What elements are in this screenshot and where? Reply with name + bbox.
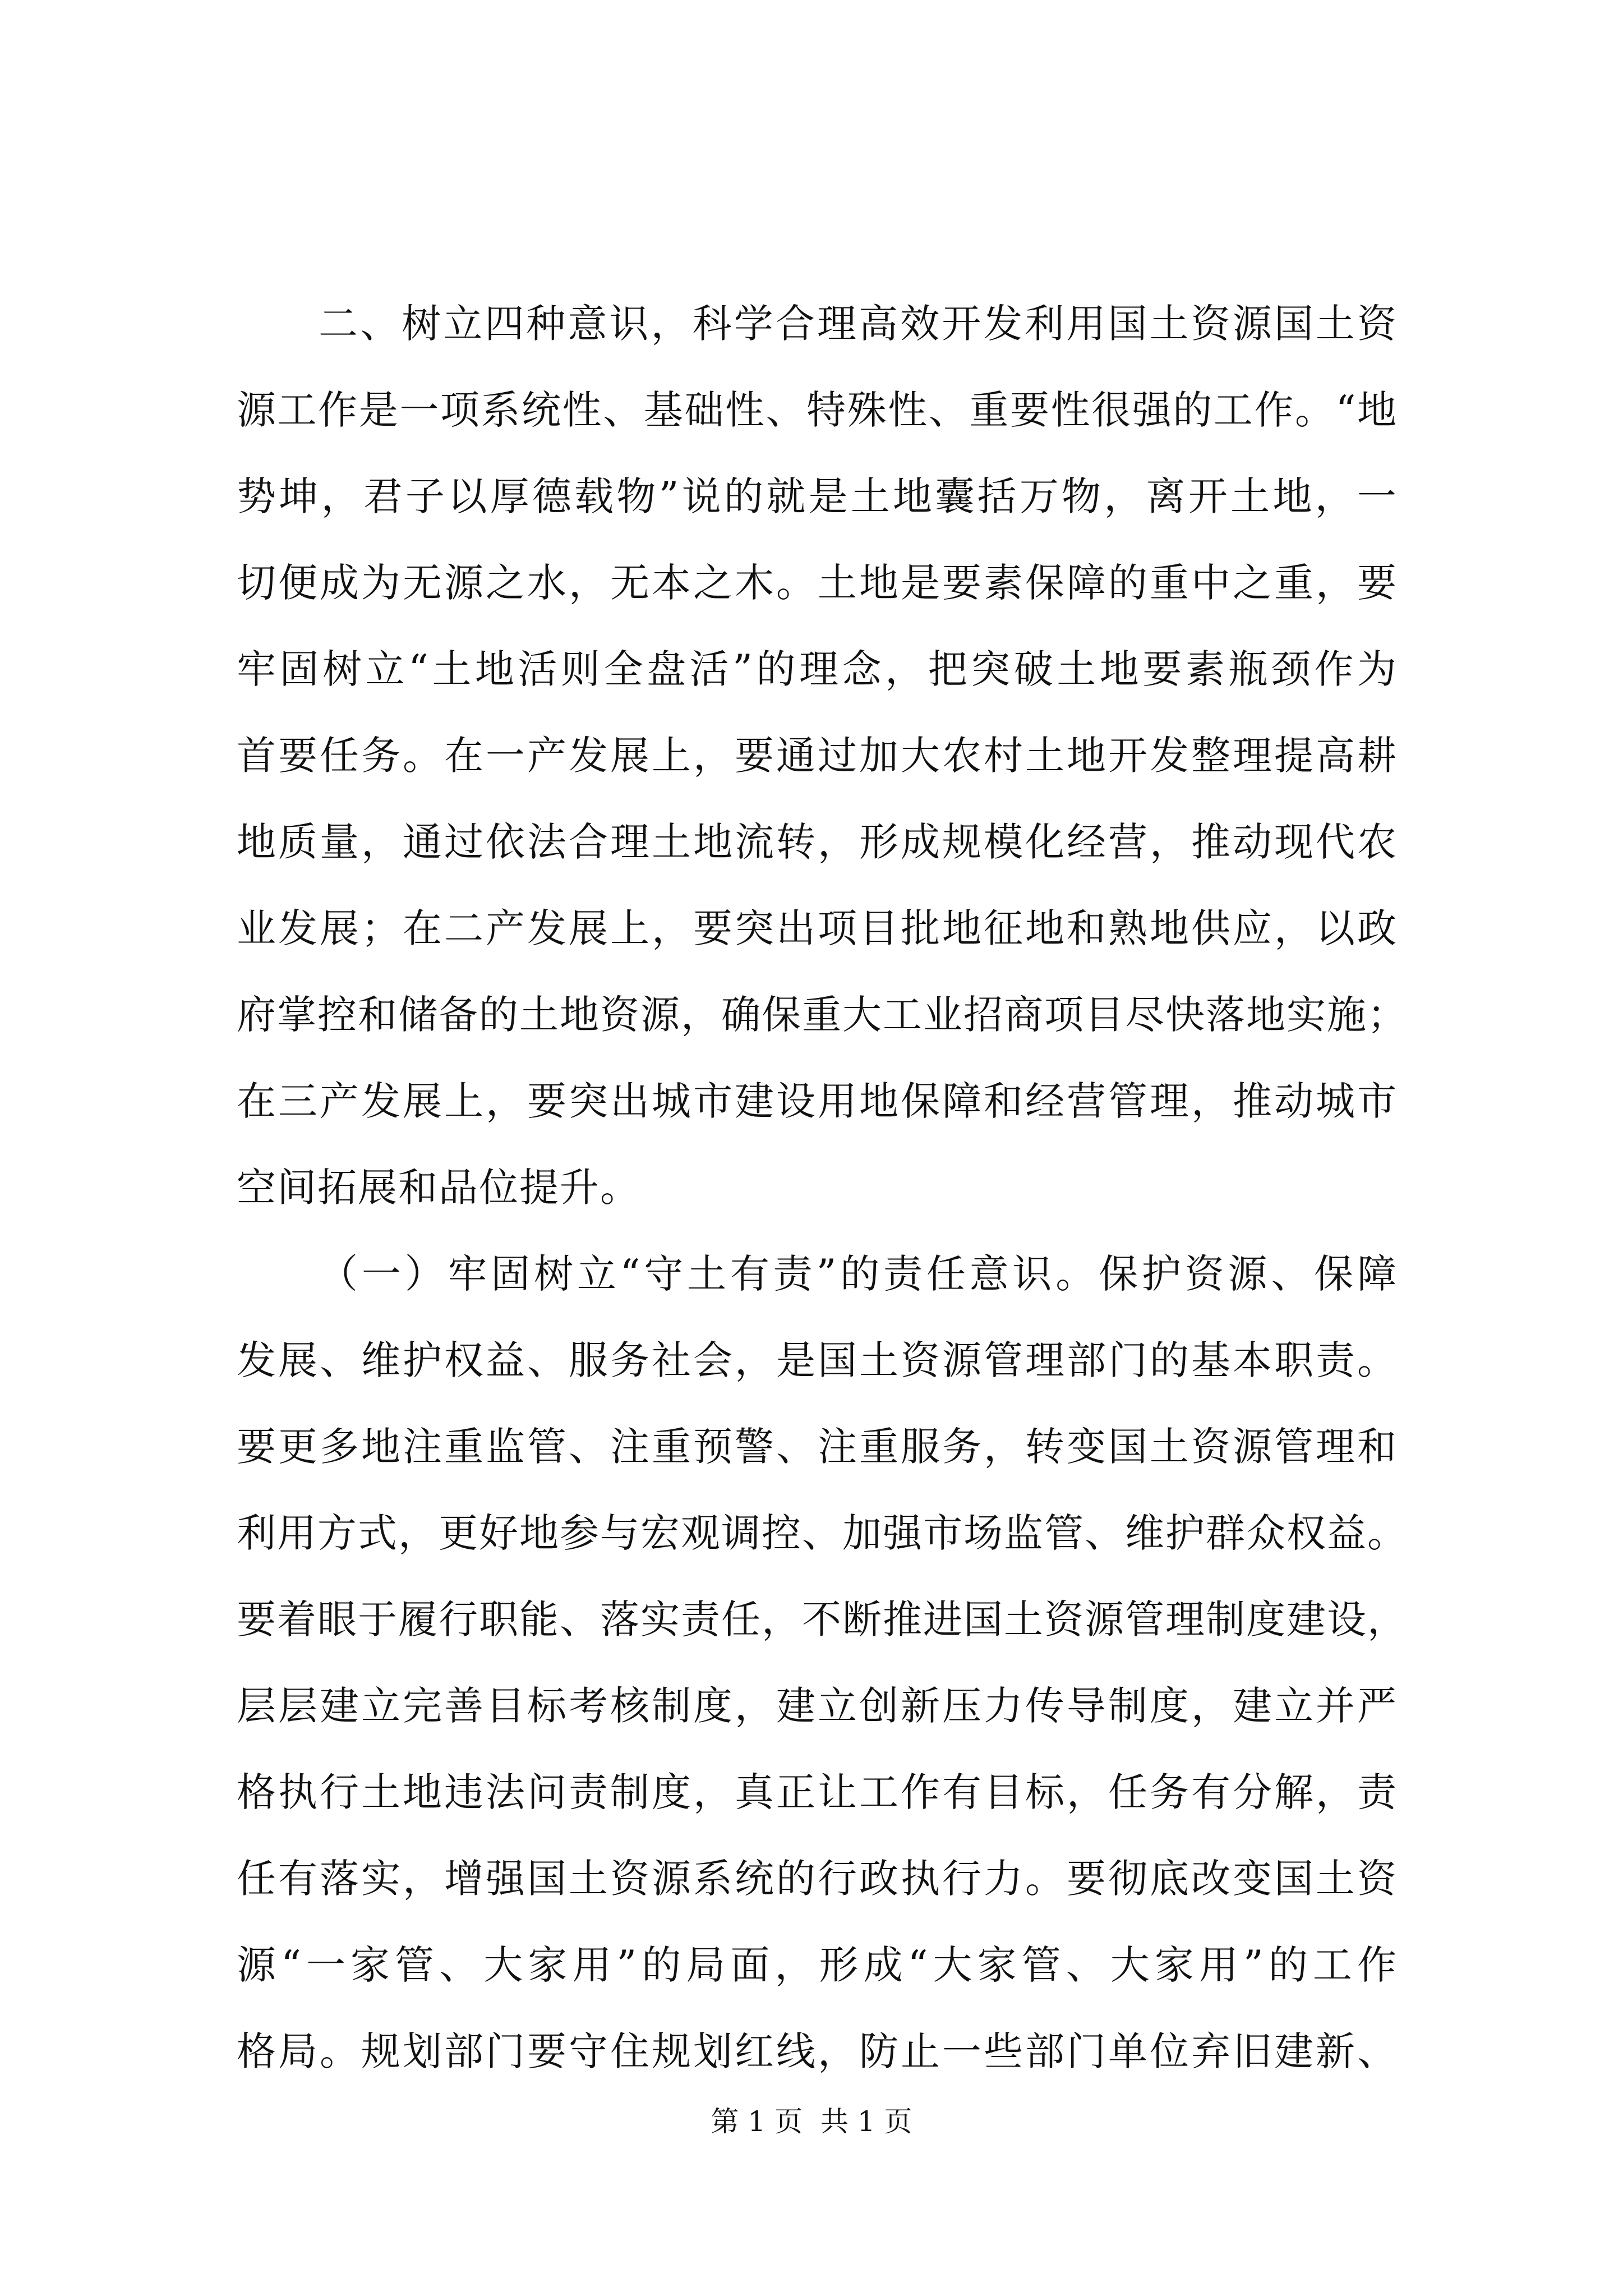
- text-line: 要着眼于履行职能、落实责任，不断推进国土资源管理制度建设，: [237, 1596, 1408, 1642]
- text-line: 利用方式，更好地参与宏观调控、加强市场监管、维护群众权益。: [237, 1510, 1408, 1556]
- text-line: 在三产发展上，要突出城市建设用地保障和经营管理，推动城市: [237, 1078, 1398, 1124]
- page-footer: 第 1 页 共 1 页: [711, 2105, 912, 2138]
- text-line: 源“一家管、大家用”的局面，形成“大家管、大家用”的工作: [237, 1942, 1398, 1988]
- document-body: [237, 280, 1408, 2095]
- text-line: 格执行土地违法问责制度，真正让工作有目标，任务有分解，责: [237, 1769, 1398, 1815]
- text-line: 空间拓展和品位提升。: [237, 1165, 640, 1211]
- paragraph-2: [237, 1231, 1408, 2095]
- text-line: 发展、维护权益、服务社会，是国土资源管理部门的基本职责。: [237, 1337, 1398, 1383]
- text-line: 牢固树立“土地活则全盘活”的理念，把突破土地要素瓶颈作为: [237, 646, 1398, 692]
- text-line: 要更多地注重监管、注重预警、注重服务，转变国土资源管理和: [237, 1424, 1398, 1470]
- text-line: 源工作是一项系统性、基础性、特殊性、重要性很强的工作。“地: [237, 387, 1398, 433]
- text-line: 府掌控和储备的土地资源，确保重大工业招商项目尽快落地实施；: [237, 992, 1408, 1038]
- text-line: 格局。规划部门要守住规划红线，防止一些部门单位弃旧建新、: [237, 2028, 1398, 2074]
- text-line: 切便成为无源之水，无本之木。土地是要素保障的重中之重，要: [237, 560, 1398, 606]
- text-line: 任有落实，增强国土资源系统的行政执行力。要彻底改变国土资: [237, 1856, 1398, 1902]
- paragraph-1: [237, 280, 1408, 1231]
- text-line: 业发展；在二产发展上，要突出项目批地征地和熟地供应，以政: [237, 905, 1398, 951]
- text-line: 二、树立四种意识，科学合理高效开发利用国土资源国土资: [319, 301, 1398, 347]
- text-line: 层层建立完善目标考核制度，建立创新压力传导制度，建立并严: [237, 1683, 1398, 1729]
- text-line: 首要任务。在一产发展上，要通过加大农村土地开发整理提高耕: [237, 733, 1398, 779]
- text-line: 势坤，君子以厚德载物”说的就是土地囊括万物，离开土地，一: [237, 473, 1398, 519]
- text-line: （一）牢固树立“守土有责”的责任意识。保护资源、保障: [319, 1251, 1398, 1297]
- text-line: 地质量，通过依法合理土地流转，形成规模化经营，推动现代农: [237, 819, 1398, 865]
